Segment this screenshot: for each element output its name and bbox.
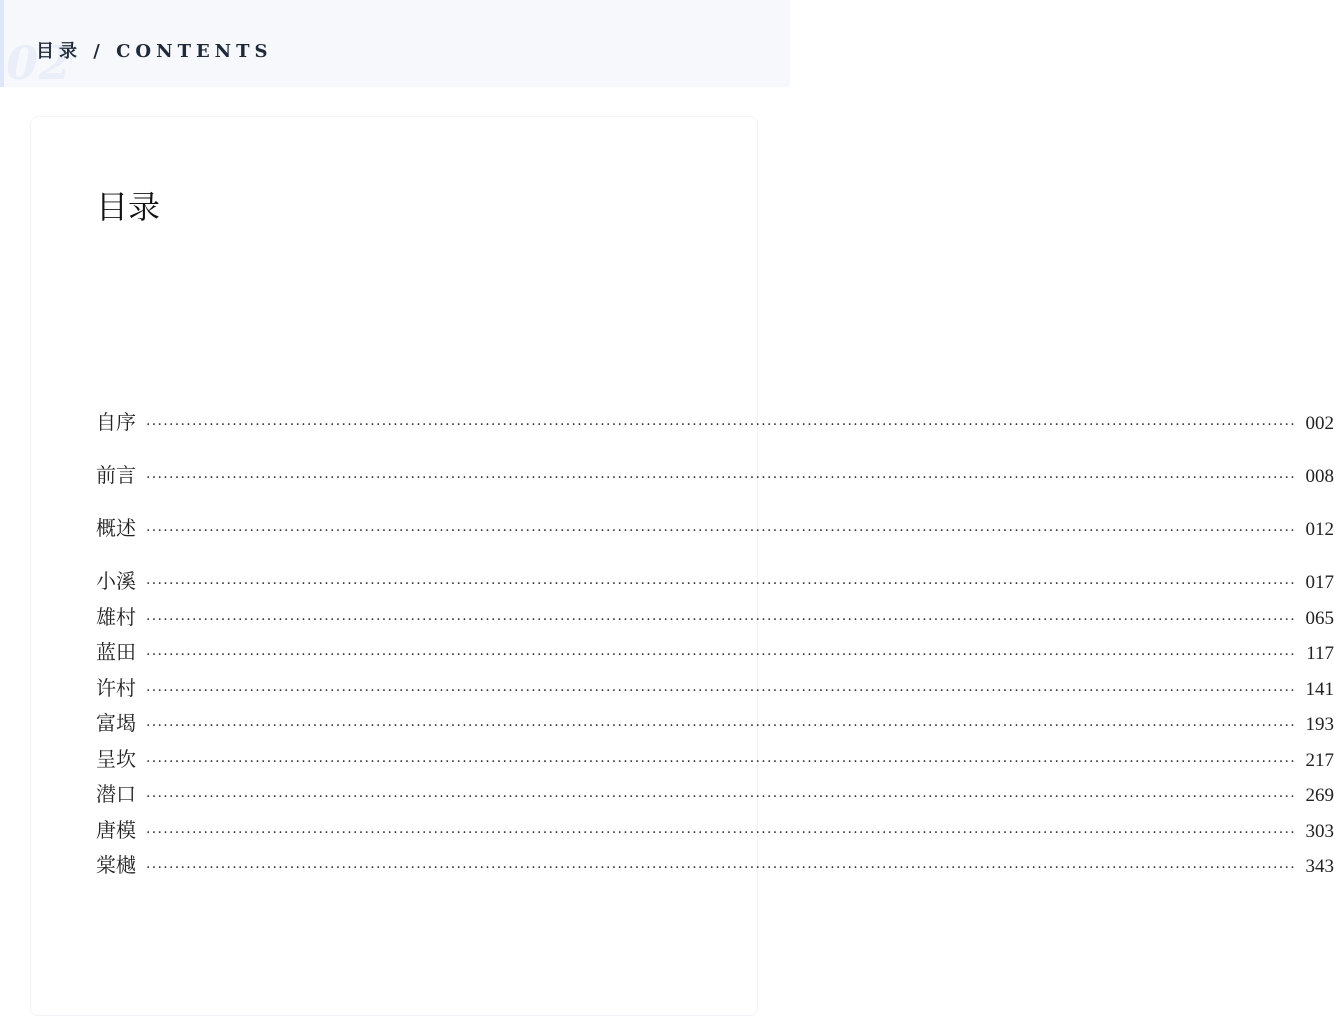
toc-entry-label: 雄村 [96, 604, 136, 629]
toc-entry-label: 概述 [96, 516, 136, 540]
toc-entry-page: 217 [1305, 749, 1334, 771]
toc-entry-label: 自序 [96, 410, 136, 434]
toc-entry[interactable] [96, 742, 1334, 778]
toc-entry[interactable] [96, 813, 1334, 849]
toc-entry-label: 唐模 [96, 817, 136, 842]
toc-entry[interactable] [96, 848, 1334, 884]
toc-leader-dots: ········································································································································································································ [146, 611, 1297, 628]
header-title: 目录 / CONTENTS [36, 41, 273, 62]
toc-leader-dots: ········································································································································································································ [146, 824, 1297, 841]
toc-entry-label: 小溪 [96, 569, 136, 593]
toc-entry-page: 303 [1305, 820, 1334, 842]
toc-entry[interactable] [96, 600, 1334, 636]
toc-entry-page: 269 [1305, 785, 1334, 806]
toc-leader-dots: ········································································································································································································ [146, 417, 1297, 433]
toc-leader-dots: ········································································································································································································ [146, 682, 1297, 699]
toc-entry-page: 117 [1306, 643, 1334, 664]
toc-entry[interactable] [96, 706, 1334, 742]
toc-heading: 目录 [96, 188, 161, 226]
toc-leader-dots: ········································································································································································································ [146, 718, 1297, 734]
toc-entry-page: 141 [1305, 678, 1334, 700]
toc-leader-dots: ········································································································································································································ [146, 470, 1297, 486]
toc-leader-dots: ········································································································································································································ [146, 647, 1297, 663]
toc-entry-page: 017 [1305, 572, 1334, 593]
toc-entry-label: 前言 [96, 463, 136, 487]
toc-leader-dots: ········································································································································································································ [146, 860, 1297, 876]
toc-entry[interactable] [96, 671, 1334, 707]
toc-entry-label: 富堨 [96, 711, 136, 735]
toc-entry[interactable] [96, 458, 1334, 511]
toc-entry-page: 193 [1305, 714, 1334, 735]
toc-entry-label: 蓝田 [96, 640, 136, 664]
toc-entry-page: 002 [1305, 413, 1334, 434]
section-number-watermark: 02 [6, 36, 73, 90]
toc-entry-label: 许村 [96, 675, 136, 700]
toc-entry-label: 呈坎 [96, 746, 136, 771]
toc-entry[interactable] [96, 564, 1334, 600]
toc-entry[interactable] [96, 511, 1334, 564]
toc-leader-dots: ········································································································································································································ [146, 576, 1297, 592]
toc-entry-label: 棠樾 [96, 853, 136, 877]
toc-leader-dots: ········································································································································································································ [146, 523, 1297, 539]
toc-entry[interactable] [96, 777, 1334, 813]
toc-entry[interactable] [96, 635, 1334, 671]
toc-leader-dots: ········································································································································································································ [146, 789, 1297, 805]
toc-entry-label: 潜口 [96, 782, 136, 806]
toc-entry-page: 012 [1305, 519, 1334, 540]
toc-list [96, 405, 1334, 884]
toc-entry-page: 008 [1305, 466, 1334, 487]
header-accent-bar [0, 0, 4, 87]
toc-entry-page: 065 [1305, 607, 1334, 629]
toc-entry-page: 343 [1305, 856, 1334, 877]
page-header [0, 0, 790, 90]
toc-entry[interactable] [96, 405, 1334, 458]
toc-leader-dots: ········································································································································································································ [146, 753, 1297, 770]
